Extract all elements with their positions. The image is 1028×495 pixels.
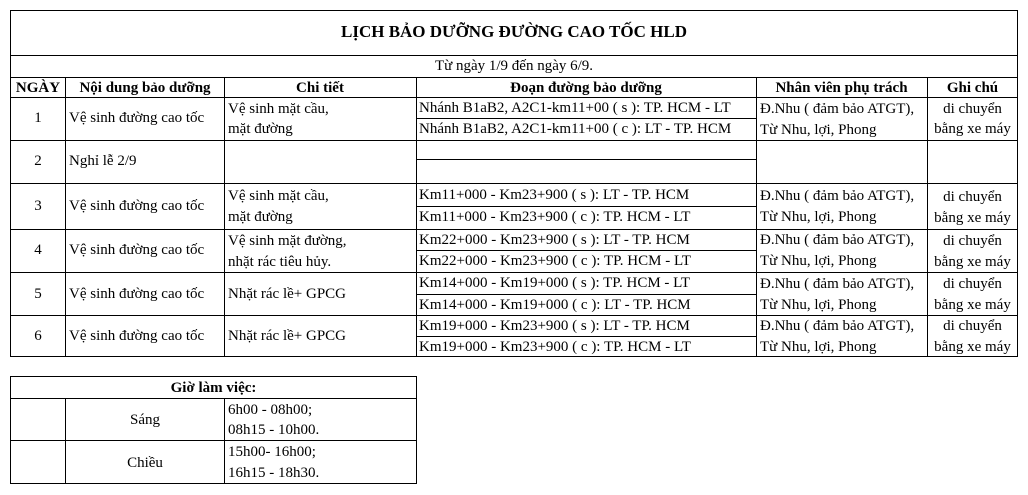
row-segment-c: Km22+000 - Km23+900 ( c ): TP. HCM - LT bbox=[419, 253, 691, 269]
row-day: 5 bbox=[34, 286, 42, 302]
row-detail-line2: mặt đường bbox=[228, 121, 293, 137]
row-note-line2: bằng xe máy bbox=[934, 297, 1011, 313]
shift-label: Sáng bbox=[130, 412, 160, 428]
row-note-line1: di chuyển bbox=[943, 189, 1002, 205]
row-detail-line1: Nhặt rác lề+ GPCG bbox=[228, 328, 347, 344]
row-day: 4 bbox=[34, 242, 42, 258]
row-staff-line2: Từ Nhu, lợi, Phong bbox=[760, 253, 877, 269]
row-staff-line1: Đ.Nhu ( đảm bảo ATGT), bbox=[760, 232, 915, 248]
row-note-line1: di chuyển bbox=[943, 233, 1002, 249]
shift-time-line2: 16h15 - 18h30. bbox=[228, 465, 320, 481]
row-detail-line1: Vệ sinh mặt cầu, bbox=[228, 101, 329, 117]
row-content: Vệ sinh đường cao tốc bbox=[69, 286, 205, 302]
row-note-line1: di chuyển bbox=[943, 101, 1002, 117]
row-note-line2: bằng xe máy bbox=[934, 339, 1011, 355]
page-title: LỊCH BẢO DƯỠNG ĐƯỜNG CAO TỐC HLD bbox=[340, 22, 687, 41]
work-hours-title: Giờ làm việc: bbox=[170, 380, 257, 396]
row-staff-line2: Từ Nhu, lợi, Phong bbox=[760, 339, 877, 355]
row-note-line2: bằng xe máy bbox=[934, 121, 1011, 137]
header-day: NGÀY bbox=[15, 80, 61, 96]
row-content: Vệ sinh đường cao tốc bbox=[69, 328, 205, 344]
row-detail-line1: Nhặt rác lề+ GPCG bbox=[228, 286, 347, 302]
date-range: Từ ngày 1/9 đến ngày 6/9. bbox=[434, 58, 594, 74]
row-segment-s: Km19+000 - Km23+900 ( s ): LT - TP. HCM bbox=[419, 318, 690, 334]
row-detail-line1: Vệ sinh mặt đường, bbox=[228, 233, 347, 249]
row-content: Vệ sinh đường cao tốc bbox=[69, 198, 205, 214]
row-segment-c: Nhánh B1aB2, A2C1-km11+00 ( c ): LT - TP. HCM bbox=[419, 121, 732, 137]
row-content: Vệ sinh đường cao tốc bbox=[69, 242, 205, 258]
header-note: Ghi chú bbox=[946, 80, 999, 96]
row-day: 1 bbox=[34, 110, 42, 126]
shift-time-line1: 6h00 - 08h00; bbox=[228, 402, 313, 418]
row-segment-s: Nhánh B1aB2, A2C1-km11+00 ( s ): TP. HCM - LT bbox=[419, 100, 731, 116]
row-note-line2: bằng xe máy bbox=[934, 254, 1011, 270]
row-staff-line2: Từ Nhu, lợi, Phong bbox=[760, 209, 877, 225]
row-segment-s: Km22+000 - Km23+900 ( s ): LT - TP. HCM bbox=[419, 232, 690, 248]
row-staff-line1: Đ.Nhu ( đảm bảo ATGT), bbox=[760, 318, 915, 334]
row-staff-line1: Đ.Nhu ( đảm bảo ATGT), bbox=[760, 276, 915, 292]
header-detail: Chi tiết bbox=[296, 80, 344, 96]
row-segment-c: Km11+000 - Km23+900 ( c ): TP. HCM - LT bbox=[419, 209, 691, 225]
row-detail-line2: mặt đường bbox=[228, 209, 293, 225]
shift-label: Chiều bbox=[127, 455, 163, 471]
row-staff-line2: Từ Nhu, lợi, Phong bbox=[760, 122, 877, 138]
row-detail-line1: Vệ sinh mặt cầu, bbox=[228, 188, 329, 204]
row-day: 6 bbox=[34, 328, 42, 344]
header-staff: Nhân viên phụ trách bbox=[775, 80, 908, 96]
header-content: Nội dung bảo dưỡng bbox=[79, 80, 211, 96]
row-staff-line1: Đ.Nhu ( đảm bảo ATGT), bbox=[760, 188, 915, 204]
row-segment-c: Km19+000 - Km23+900 ( c ): TP. HCM - LT bbox=[419, 339, 691, 355]
row-segment-s: Km11+000 - Km23+900 ( s ): LT - TP. HCM bbox=[419, 187, 690, 203]
row-staff-line1: Đ.Nhu ( đảm bảo ATGT), bbox=[760, 101, 915, 117]
row-content: Vệ sinh đường cao tốc bbox=[69, 110, 205, 126]
shift-time-line2: 08h15 - 10h00. bbox=[228, 422, 320, 438]
row-day: 2 bbox=[34, 153, 42, 169]
row-detail-line2: nhặt rác tiêu hủy. bbox=[228, 254, 332, 270]
header-segment: Đoạn đường bảo dưỡng bbox=[510, 80, 662, 96]
row-note-line2: bằng xe máy bbox=[934, 210, 1011, 226]
row-content: Nghỉ lễ 2/9 bbox=[69, 153, 137, 169]
row-note-line1: di chuyển bbox=[943, 276, 1002, 292]
row-day: 3 bbox=[34, 198, 42, 214]
row-segment-c: Km14+000 - Km19+000 ( c ): LT - TP. HCM bbox=[419, 297, 691, 313]
row-segment-s: Km14+000 - Km19+000 ( s ): TP. HCM - LT bbox=[419, 275, 691, 291]
shift-time-line1: 15h00- 16h00; bbox=[228, 444, 316, 460]
row-staff-line2: Từ Nhu, lợi, Phong bbox=[760, 297, 877, 313]
row-note-line1: di chuyển bbox=[943, 318, 1002, 334]
